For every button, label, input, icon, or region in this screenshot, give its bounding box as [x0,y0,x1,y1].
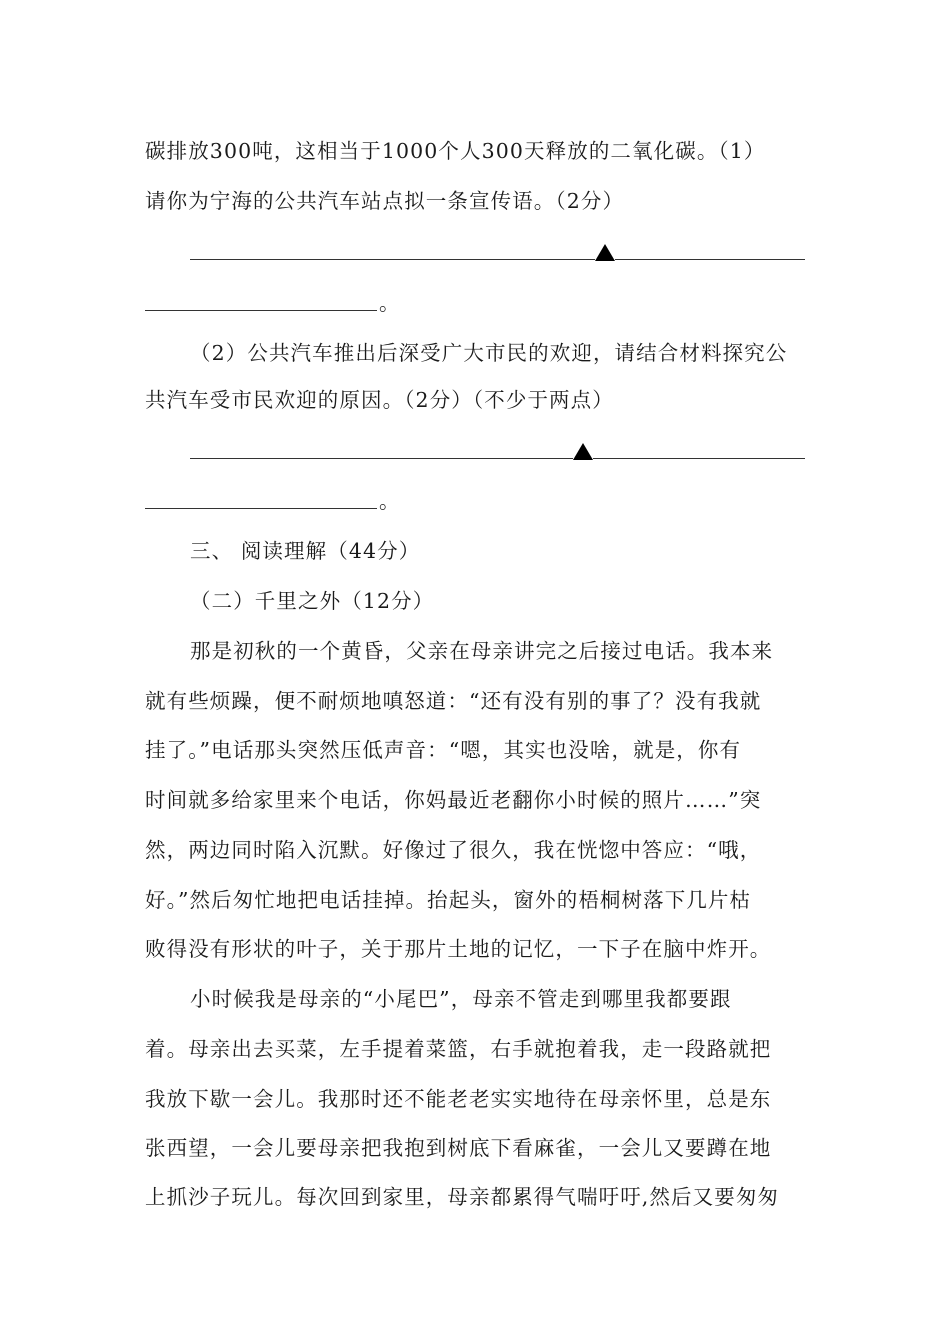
answer-blank-1 [190,237,805,267]
answer-underline [190,259,595,260]
answer-underline [615,259,805,260]
text-line: 好。”然后匆忙地把电话挂掉。抬起头，窗外的梧桐树落下几片枯 [145,888,752,912]
text-line: 着。母亲出去买菜，左手提着菜篮，右手就抱着我，走一段路就把 [145,1037,772,1061]
period-mark: 。 [379,489,400,513]
answer-marker-icon [573,443,593,460]
text-line: （2）公共汽车推出后深受广大市民的欢迎，请结合材料探究公 [190,341,788,365]
text-line: 碳排放300吨，这相当于1000个人300天释放的二氧化碳。（1） [145,139,766,163]
text-line: 那是初秋的一个黄昏，父亲在母亲讲完之后接过电话。我本来 [190,639,774,663]
text-line: 我放下歇一会儿。我那时还不能老老实实地待在母亲怀里，总是东 [145,1087,772,1111]
text-line: 时间就多给家里来个电话，你妈最近老翻你小时候的照片……”突 [145,788,762,812]
period-mark: 。 [379,291,400,315]
text-line: 然，两边同时陷入沉默。好像过了很久，我在恍惚中答应：“哦， [145,838,762,862]
answer-underline [145,310,377,311]
answer-underline [145,508,377,509]
text-line: 共汽车受市民欢迎的原因。（2分）（不少于两点） [145,388,614,412]
text-line: 小时候我是母亲的“小尾巴”，母亲不管走到哪里我都要跟 [190,987,732,1011]
text-line: 挂了。”电话那头突然压低声音：“嗯，其实也没啥，就是，你有 [145,738,742,762]
answer-underline [593,458,805,459]
text-line: 就有些烦躁，便不耐烦地嗔怒道：“还有没有别的事了？没有我就 [145,689,762,713]
answer-blank-2-end [145,486,445,516]
answer-blank-1-end [145,288,445,318]
text-line: 败得没有形状的叶子，关于那片土地的记忆，一下子在脑中炸开。 [145,937,772,961]
answer-marker-icon [595,244,615,261]
text-line: 请你为宁海的公共汽车站点拟一条宣传语。（2分） [145,189,625,213]
answer-blank-2 [190,436,805,466]
text-line: 张西望，一会儿要母亲把我抱到树底下看麻雀，一会儿又要蹲在地 [145,1136,772,1160]
text-line: 上抓沙子玩儿。每次回到家里，母亲都累得气喘吁吁,然后又要匆匆 [145,1185,780,1209]
subsection-heading: （二）千里之外（12分） [190,589,435,613]
section-heading: 三、 阅读理解（44分） [190,539,421,563]
answer-underline [190,458,573,459]
